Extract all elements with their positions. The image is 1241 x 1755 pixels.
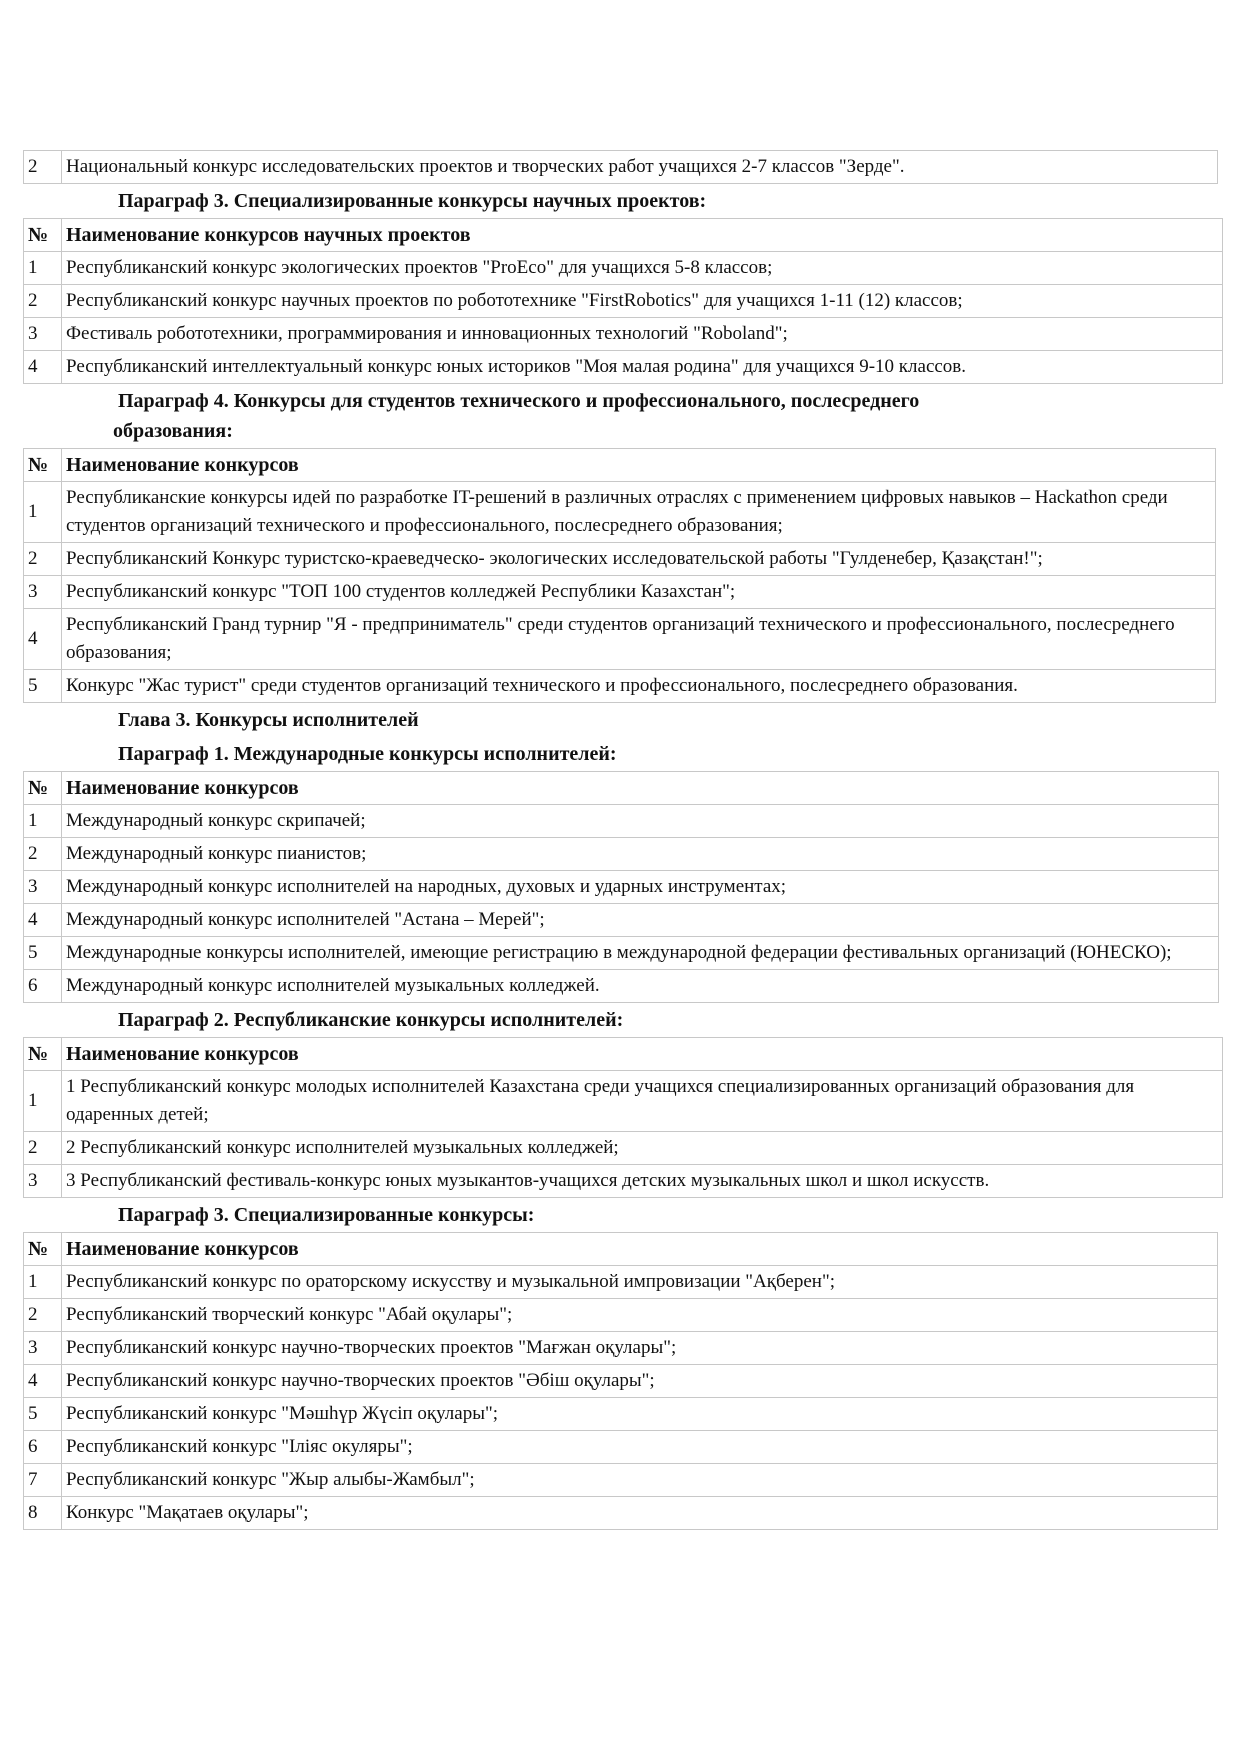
document-page: [23, 150, 1223, 1530]
row-number: 5: [24, 937, 62, 970]
table-row: [24, 482, 1216, 543]
row-text: Республиканский конкурс "Мәшһүр Жүсіп оқулары";: [62, 1398, 1218, 1431]
paragraph-2-republican-heading: Параграф 2. Республиканские конкурсы исполнителей:: [118, 1009, 624, 1031]
row-text: Республиканский конкурс "ТОП 100 студентов колледжей Республики Казахстан";: [62, 576, 1216, 609]
table-header-row: [24, 1038, 1223, 1071]
table-row: [24, 838, 1219, 871]
row-number: 1: [24, 1266, 62, 1299]
row-number: 3: [24, 1332, 62, 1365]
paragraph-3-science-heading: Параграф 3. Специализированные конкурсы научных проектов:: [118, 190, 707, 212]
table-row: [24, 576, 1216, 609]
row-number: 2: [24, 151, 62, 184]
column-header-name: Наименование конкурсов: [62, 1233, 1218, 1266]
paragraph-4-heading-line1: Параграф 4. Конкурсы для студентов технического и профессионального, послесреднего: [118, 390, 920, 412]
table-row: [24, 151, 1218, 184]
row-text: Республиканский конкурс экологических проектов "ProEco" для учащихся 5-8 классов;: [62, 252, 1223, 285]
row-number: 8: [24, 1497, 62, 1530]
row-number: 1: [24, 252, 62, 285]
table-row: [24, 1132, 1223, 1165]
row-text: Международный конкурс исполнителей музыкальных колледжей.: [62, 970, 1219, 1003]
row-text: 1 Республиканский конкурс молодых исполнителей Казахстана среди учащихся специализированных организаций образования для одаренных детей;: [62, 1071, 1223, 1132]
science-projects-table-body: [24, 252, 1223, 384]
table-row: [24, 1497, 1218, 1530]
table-row: [24, 1431, 1218, 1464]
row-number: 5: [24, 670, 62, 703]
international-performers-table: [23, 771, 1219, 1003]
students-table-body: [24, 482, 1216, 703]
column-header-name: Наименование конкурсов: [62, 449, 1216, 482]
row-text: Республиканский интеллектуальный конкурс юных историков "Моя малая родина" для учащихся 9-10 классов.: [62, 351, 1223, 384]
science-projects-table: [23, 218, 1223, 384]
row-number: 3: [24, 318, 62, 351]
row-text: Республиканские конкурсы идей по разработке IT-решений в различных отраслях с применением цифровых навыков – Hackathon среди студентов организаций технического и профессионального, послесреднего образования;: [62, 482, 1216, 543]
table-row: [24, 970, 1219, 1003]
paragraph-1-international-heading: Параграф 1. Международные конкурсы исполнителей:: [118, 743, 617, 765]
row-text: Международный конкурс скрипачей;: [62, 805, 1219, 838]
column-header-number: №: [24, 219, 62, 252]
table-header-row: [24, 1233, 1218, 1266]
row-text: Республиканский Конкурс туристско-краеведческо- экологических исследовательской работы "Гулденебер, Қазақстан!";: [62, 543, 1216, 576]
row-number: 1: [24, 1071, 62, 1132]
row-text: Международные конкурсы исполнителей, имеющие регистрацию в международной федерации фестивальных организаций (ЮНЕСКО);: [62, 937, 1219, 970]
paragraph-4-heading-line2: образования:: [113, 420, 233, 442]
special-contests-table: [23, 1232, 1218, 1530]
row-text: Конкурс "Жас турист" среди студентов организаций технического и профессионального, послесреднего образования.: [62, 670, 1216, 703]
table-row: [24, 937, 1219, 970]
row-number: 6: [24, 970, 62, 1003]
table-row: [24, 1266, 1218, 1299]
row-text: Международный конкурс исполнителей "Астана – Мерей";: [62, 904, 1219, 937]
row-number: 3: [24, 871, 62, 904]
row-number: 1: [24, 482, 62, 543]
row-number: 2: [24, 285, 62, 318]
chapter-3-heading: Глава 3. Конкурсы исполнителей: [118, 709, 419, 731]
row-number: 4: [24, 904, 62, 937]
paragraph-3-special-heading: Параграф 3. Специализированные конкурсы:: [118, 1204, 535, 1226]
row-text: Республиканский конкурс научно-творческих проектов "Әбіш оқулары";: [62, 1365, 1218, 1398]
column-header-name: Наименование конкурсов: [62, 772, 1219, 805]
row-text: Конкурс "Мақатаев оқулары";: [62, 1497, 1218, 1530]
row-number: 2: [24, 543, 62, 576]
row-number: 6: [24, 1431, 62, 1464]
row-number: 4: [24, 609, 62, 670]
table-header-row: [24, 772, 1219, 805]
table-row: [24, 1332, 1218, 1365]
table-row: [24, 871, 1219, 904]
table-row: [24, 351, 1223, 384]
republican-performers-table: [23, 1037, 1223, 1198]
paragraph-4-students-heading: [113, 384, 1118, 448]
row-text: Республиканский конкурс "Іліяс окуляры";: [62, 1431, 1218, 1464]
row-text: Республиканский творческий конкурс "Абай оқулары";: [62, 1299, 1218, 1332]
column-header-number: №: [24, 772, 62, 805]
column-header-number: №: [24, 1038, 62, 1071]
row-number: 2: [24, 1299, 62, 1332]
row-number: 2: [24, 838, 62, 871]
row-number: 7: [24, 1464, 62, 1497]
table-header-row: [24, 449, 1216, 482]
row-number: 5: [24, 1398, 62, 1431]
table-row: [24, 1398, 1218, 1431]
column-header-name: Наименование конкурсов научных проектов: [62, 219, 1223, 252]
table-row: [24, 1365, 1218, 1398]
column-header-number: №: [24, 1233, 62, 1266]
row-text: Республиканский конкурс "Жыр алыбы-Жамбыл";: [62, 1464, 1218, 1497]
row-number: 3: [24, 1165, 62, 1198]
row-number: 1: [24, 805, 62, 838]
row-number: 3: [24, 576, 62, 609]
row-text: Международный конкурс исполнителей на народных, духовых и ударных инструментах;: [62, 871, 1219, 904]
table-row: [24, 904, 1219, 937]
table-row: [24, 1464, 1218, 1497]
table-row: [24, 285, 1223, 318]
table-row: [24, 805, 1219, 838]
row-text: Республиканский конкурс по ораторскому искусству и музыкальной импровизации "Ақберен";: [62, 1266, 1218, 1299]
table-row: [24, 318, 1223, 351]
column-header-number: №: [24, 449, 62, 482]
row-number: 4: [24, 1365, 62, 1398]
special-contests-table-body: [24, 1266, 1218, 1530]
table-row: [24, 1299, 1218, 1332]
table-row: [24, 670, 1216, 703]
international-performers-table-body: [24, 805, 1219, 1003]
row-number: 2: [24, 1132, 62, 1165]
table-row: [24, 543, 1216, 576]
table-row: [24, 252, 1223, 285]
row-text: 3 Республиканский фестиваль-конкурс юных музыкантов-учащихся детских музыкальных школ и школ искусств.: [62, 1165, 1223, 1198]
table-row: [24, 1071, 1223, 1132]
top-table-body: [24, 151, 1218, 184]
row-text: Фестиваль робототехники, программирования и инновационных технологий "Roboland";: [62, 318, 1223, 351]
row-text: 2 Республиканский конкурс исполнителей музыкальных колледжей;: [62, 1132, 1223, 1165]
row-text: Республиканский конкурс научно-творческих проектов "Мағжан оқулары";: [62, 1332, 1218, 1365]
top-table: [23, 150, 1218, 184]
row-number: 4: [24, 351, 62, 384]
row-text: Национальный конкурс исследовательских проектов и творческих работ учащихся 2-7 классов "Зерде".: [62, 151, 1218, 184]
table-row: [24, 609, 1216, 670]
row-text: Республиканский Гранд турнир "Я - предприниматель" среди студентов организаций технического и профессионального, послесреднего образования;: [62, 609, 1216, 670]
row-text: Республиканский конкурс научных проектов по робототехнике "FirstRobotics" для учащихся 1-11 (12) классов;: [62, 285, 1223, 318]
row-text: Международный конкурс пианистов;: [62, 838, 1219, 871]
republican-performers-table-body: [24, 1071, 1223, 1198]
column-header-name: Наименование конкурсов: [62, 1038, 1223, 1071]
table-header-row: [24, 219, 1223, 252]
students-table: [23, 448, 1216, 703]
table-row: [24, 1165, 1223, 1198]
